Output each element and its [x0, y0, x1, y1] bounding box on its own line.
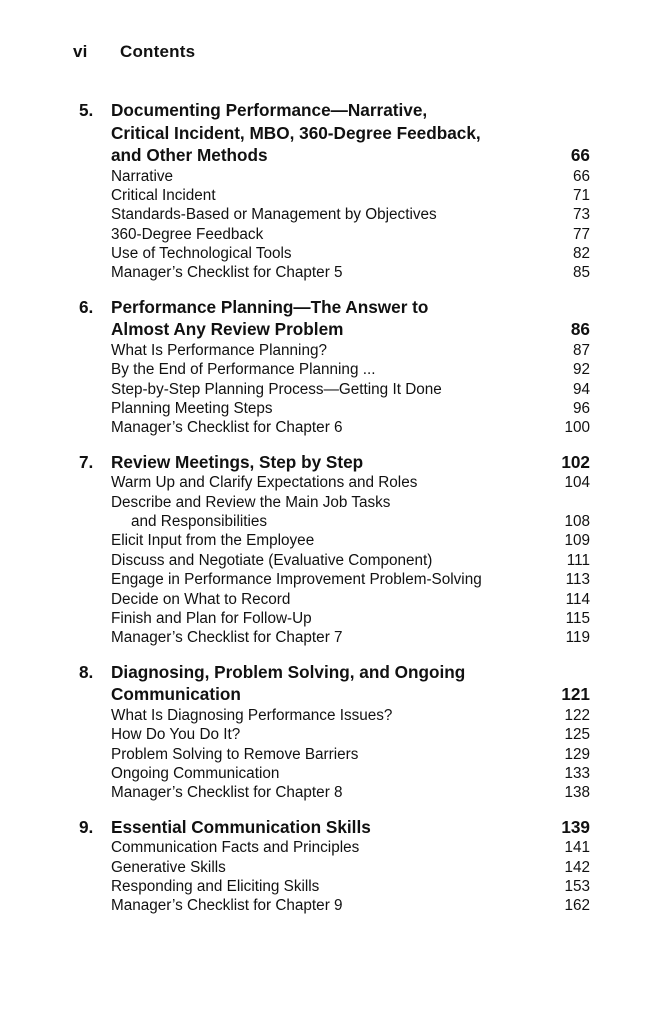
table-of-contents	[0, 99, 662, 929]
toc-entry[interactable]	[0, 764, 662, 783]
toc-entry[interactable]	[0, 609, 662, 628]
toc-entry-label: Generative Skills	[111, 858, 226, 876]
toc-entry[interactable]	[0, 706, 662, 725]
toc-entry-page: 109	[564, 532, 590, 550]
toc-entry-label: Narrative	[111, 167, 174, 185]
chapter-number: 6.	[79, 296, 94, 317]
toc-entry-label: Ongoing Communication	[111, 764, 280, 782]
chapter-title-line: Performance Planning—The Answer to	[111, 296, 429, 317]
toc-entry-label: Standards-Based or Management by Objectives	[111, 206, 437, 224]
toc-entry-label: Decide on What to Record	[111, 590, 291, 608]
toc-entry[interactable]	[0, 531, 662, 550]
chapter-heading[interactable]	[0, 99, 662, 167]
toc-entry-label: Responding and Eliciting Skills	[111, 878, 320, 896]
toc-entry-page: 122	[564, 706, 590, 724]
toc-entry-page: 125	[564, 726, 590, 744]
toc-entry-label: Manager’s Checklist for Chapter 9	[111, 897, 343, 915]
toc-entry-label: and Responsibilities	[131, 513, 268, 531]
chapter-heading[interactable]	[0, 451, 662, 474]
toc-entry-label: 360-Degree Feedback	[111, 225, 264, 243]
chapter-heading[interactable]	[0, 296, 662, 341]
toc-entry-page: 73	[572, 206, 590, 224]
toc-entry-page: 71	[572, 186, 590, 204]
toc-entry[interactable]	[0, 360, 662, 379]
chapter-title-line: Essential Communication Skills	[111, 816, 371, 837]
chapter-page-number: 139	[561, 816, 590, 837]
chapter-7	[0, 451, 662, 648]
toc-entry-label: Manager’s Checklist for Chapter 6	[111, 419, 343, 437]
page-number: vi	[73, 42, 88, 61]
toc-entry-page: 138	[564, 784, 590, 802]
toc-entry[interactable]	[0, 399, 662, 418]
toc-entry-page: 162	[564, 897, 590, 915]
toc-entry[interactable]	[0, 725, 662, 744]
toc-entry-label: Describe and Review the Main Job Tasks	[111, 493, 391, 511]
toc-entry[interactable]	[0, 512, 662, 531]
toc-entry-page: 85	[572, 264, 590, 282]
chapter-title-line: Communication	[111, 684, 241, 705]
toc-entry-label: Planning Meeting Steps	[111, 400, 273, 418]
toc-entry-label: How Do You Do It?	[111, 726, 241, 744]
toc-entry-label: Warm Up and Clarify Expectations and Roles	[111, 474, 418, 492]
toc-entry-page: 133	[564, 764, 590, 782]
toc-entry[interactable]	[0, 473, 662, 492]
toc-entry-label: Critical Incident	[111, 186, 216, 204]
toc-entry[interactable]	[0, 628, 662, 647]
toc-entry-label: Engage in Performance Improvement Problem-Solving	[111, 571, 482, 589]
toc-entry-label: Problem Solving to Remove Barriers	[111, 745, 359, 763]
toc-entry-page: 113	[565, 571, 590, 589]
toc-entry-page: 87	[572, 341, 590, 359]
toc-entry[interactable]	[0, 493, 662, 512]
toc-entry[interactable]	[0, 590, 662, 609]
chapter-title-line: Documenting Performance—Narrative,	[111, 100, 428, 120]
page-title: Contents	[120, 42, 196, 61]
chapter-page-number: 121	[561, 684, 590, 705]
chapter-number: 8.	[79, 661, 94, 682]
toc-entry[interactable]	[0, 783, 662, 802]
chapter-title-line: Diagnosing, Problem Solving, and Ongoing	[111, 661, 466, 682]
chapter-number: 5.	[79, 100, 94, 120]
toc-entry-page: 111	[566, 551, 590, 569]
toc-entry[interactable]	[0, 896, 662, 915]
chapter-page-number: 102	[561, 451, 590, 472]
toc-entry-label: What Is Diagnosing Performance Issues?	[111, 706, 393, 724]
toc-entry-label: Manager’s Checklist for Chapter 5	[111, 264, 343, 282]
toc-entry-page: 114	[565, 590, 590, 608]
chapter-8	[0, 661, 662, 803]
toc-entry[interactable]	[0, 551, 662, 570]
toc-entry-page: 66	[572, 167, 590, 185]
chapter-number: 7.	[79, 451, 94, 472]
toc-entry[interactable]	[0, 858, 662, 877]
toc-entry-page: 104	[564, 474, 590, 492]
chapter-title-line: and Other Methods	[111, 145, 268, 165]
chapter-page-number: 86	[570, 319, 590, 340]
toc-entry[interactable]	[0, 244, 662, 263]
toc-entry-page: 92	[572, 361, 590, 379]
chapter-6	[0, 296, 662, 438]
toc-entry-label: Finish and Plan for Follow-Up	[111, 610, 312, 628]
toc-entry-page: 82	[572, 245, 590, 263]
chapter-9	[0, 816, 662, 916]
toc-entry[interactable]	[0, 205, 662, 224]
running-head	[73, 42, 195, 62]
toc-entry-page: 142	[564, 858, 590, 876]
toc-entry-page: 153	[564, 878, 590, 896]
toc-entry-label: Elicit Input from the Employee	[111, 532, 315, 550]
toc-entry-page: 77	[572, 225, 590, 243]
chapter-title-line: Review Meetings, Step by Step	[111, 451, 364, 472]
toc-entry[interactable]	[0, 167, 662, 186]
toc-entry-label: Manager’s Checklist for Chapter 7	[111, 629, 343, 647]
toc-entry-page: 108	[564, 513, 590, 531]
toc-entry[interactable]	[0, 186, 662, 205]
toc-entry-page: 94	[572, 380, 590, 398]
toc-entry-label: Step-by-Step Planning Process—Getting It Done	[111, 380, 442, 398]
chapter-title-line: Almost Any Review Problem	[111, 319, 344, 340]
toc-entry-page: 96	[572, 400, 590, 418]
toc-entry-label: Use of Technological Tools	[111, 245, 292, 263]
toc-entry[interactable]	[0, 877, 662, 896]
toc-entry-label: What Is Performance Planning?	[111, 341, 327, 359]
toc-entry[interactable]	[0, 380, 662, 399]
chapter-heading[interactable]	[0, 816, 662, 839]
toc-entry-page: 141	[564, 839, 590, 857]
toc-entry-page: 115	[565, 610, 590, 628]
toc-entry[interactable]	[0, 418, 662, 437]
toc-entry-label: Discuss and Negotiate (Evaluative Component)	[111, 551, 433, 569]
toc-entry[interactable]	[0, 745, 662, 764]
chapter-5	[0, 99, 662, 283]
toc-entry[interactable]	[0, 838, 662, 857]
chapter-title-line: Critical Incident, MBO, 360-Degree Feedback,	[111, 122, 481, 143]
toc-entry[interactable]	[0, 263, 662, 282]
toc-entry-label: By the End of Performance Planning ...	[111, 361, 376, 379]
chapter-heading[interactable]	[0, 661, 662, 706]
toc-entry-label: Communication Facts and Principles	[111, 839, 360, 857]
toc-entry-page: 119	[565, 629, 590, 647]
toc-entry[interactable]	[0, 570, 662, 589]
chapter-number: 9.	[79, 816, 94, 837]
chapter-page-number: 66	[570, 145, 590, 165]
toc-entry-page: 129	[564, 745, 590, 763]
toc-entry[interactable]	[0, 225, 662, 244]
toc-entry-page: 100	[564, 419, 590, 437]
toc-entry-label: Manager’s Checklist for Chapter 8	[111, 784, 343, 802]
toc-entry[interactable]	[0, 341, 662, 360]
